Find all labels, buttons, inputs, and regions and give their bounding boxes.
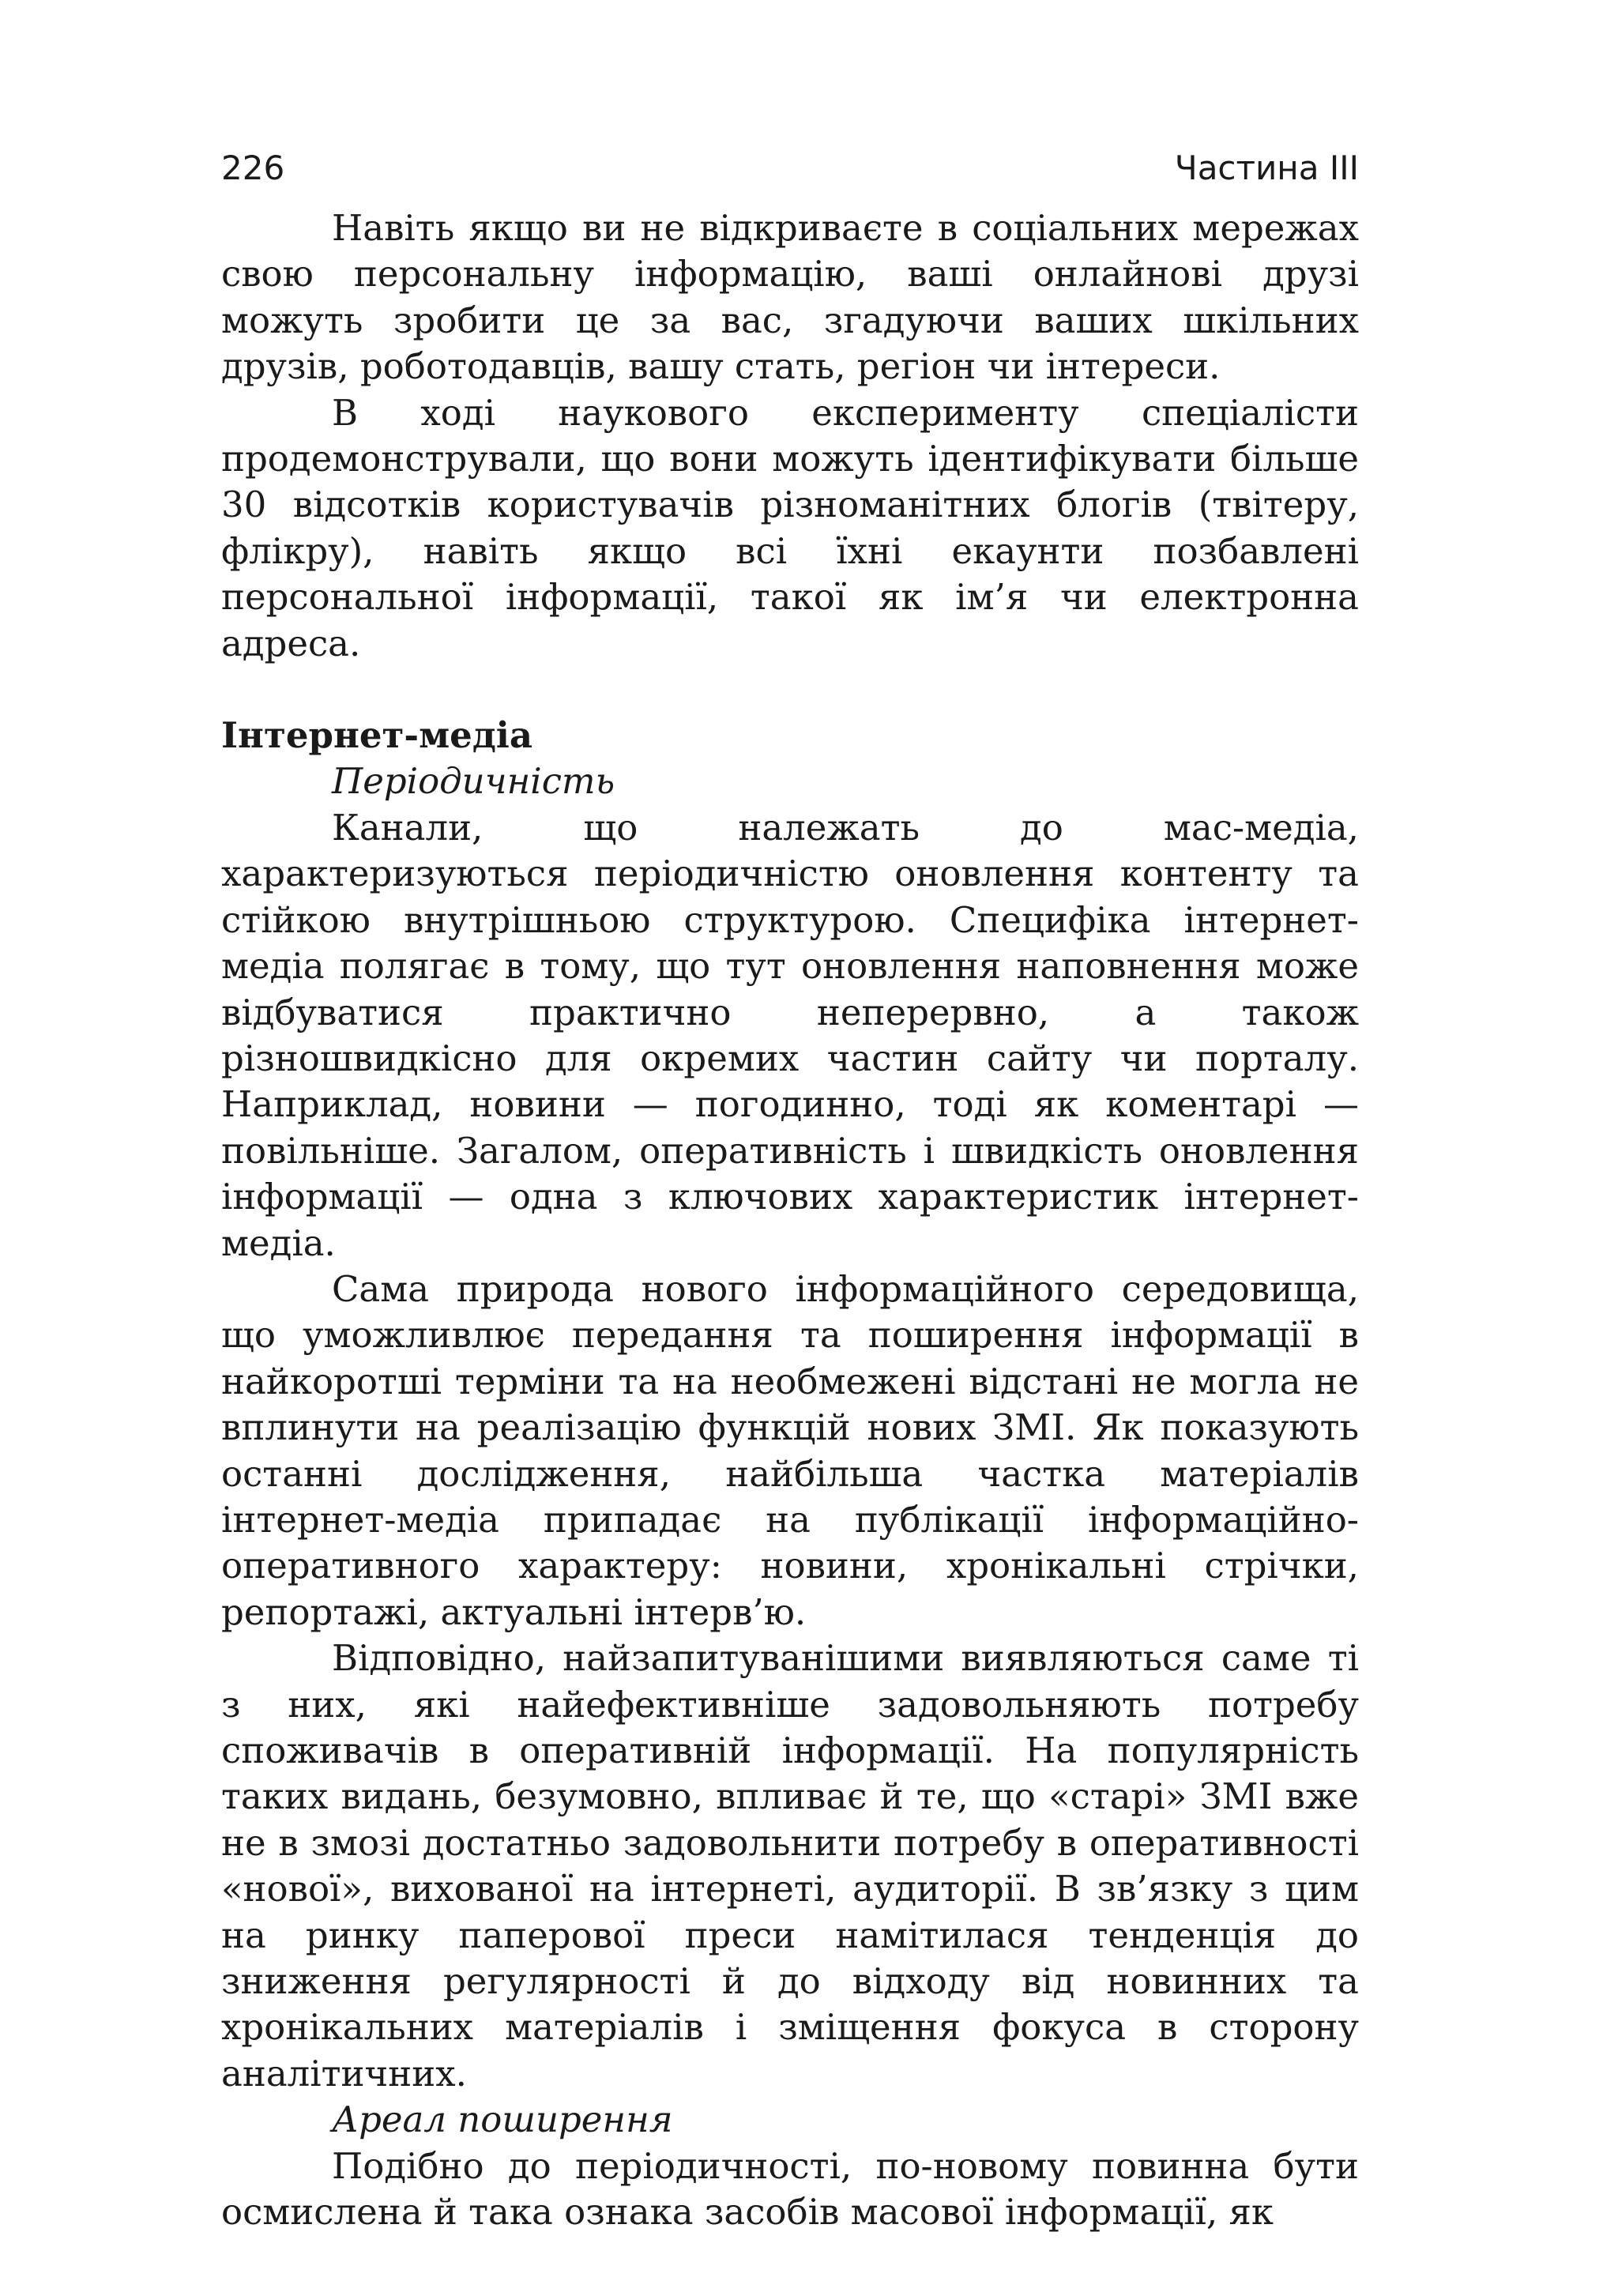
paragraph-5: Відповідно, найзапитуванішими виявляються саме ті з них, які найефективніше задовольняють потребу споживачів в оперативній інформації. На популярність таких видань, безумовно, впливає й те, що «старі» ЗМІ вже не в змозі достатньо задовольнити потребу в оперативності «нової», вихованої на інтернеті, аудиторії. В зв’язку з цим на ринку паперової преси намітилася тенденція до зниження регулярності й до відходу від новинних та хронікальних матеріалів і зміщення фокуса в сторону аналітичних. xyxy=(221,1637,1359,2095)
running-head: Частина ІІІ xyxy=(1174,149,1359,187)
paragraph-3: Канали, що належать до мас-медіа, характеризуються періодичністю оновлення контенту та стійкою внутрішньою структурою. Специфіка інтернет-медіа полягає в тому, що тут оновлення наповнення може відбуватися практично неперервно, а також різношвидкісно для окремих частин сайту чи порталу. Наприклад, новини — погодинно, тоді як коментарі — повільніше. Загалом, оперативність і швидкість оновлення інформації — одна з ключових характеристик інтернет-медіа. xyxy=(221,806,1359,1264)
subheading-area: Ареал поширення xyxy=(332,2098,673,2141)
body-text xyxy=(221,205,1359,2235)
page-number: 226 xyxy=(221,149,285,187)
subheading-periodicity: Періодичність xyxy=(332,760,615,803)
paragraph-4: Сама природа нового інформаційного середовища, що уможливлює передання та поширення інформації в найкоротші терміни та на необмежені відстані не могла не вплинути на реалізацію функцій нових ЗМІ. Як показують останні дослідження, найбільша частка матеріалів інтернет-медіа припадає на публікації інформаційно-оперативного характеру: новини, хронікальні стрічки, репортажі, актуальні інтерв’ю. xyxy=(221,1267,1359,1633)
paragraph-1: Навіть якщо ви не відкриваєте в соціальних мережах свою персональну інформацію, ваші онлайнові друзі можуть зробити це за вас, згадуючи ваших шкільних друзів, роботодавців, вашу стать, регіон чи інтереси. xyxy=(221,207,1359,388)
paragraph-6: Подібно до періодичності, по-новому повинна бути осмислена й така ознака засобів масової інформації, як xyxy=(221,2144,1359,2234)
section-heading: Інтернет-медіа xyxy=(221,714,533,757)
paragraph-2: В ході наукового експерименту спеціалісти продемонстрували, що вони можуть ідентифікувати більше 30 відсотків користувачів різноманітних блогів (твітеру, флікру), навіть якщо всі їхні екаунти позбавлені персональної інформації, такої як ім’я чи електронна адреса. xyxy=(221,391,1359,664)
